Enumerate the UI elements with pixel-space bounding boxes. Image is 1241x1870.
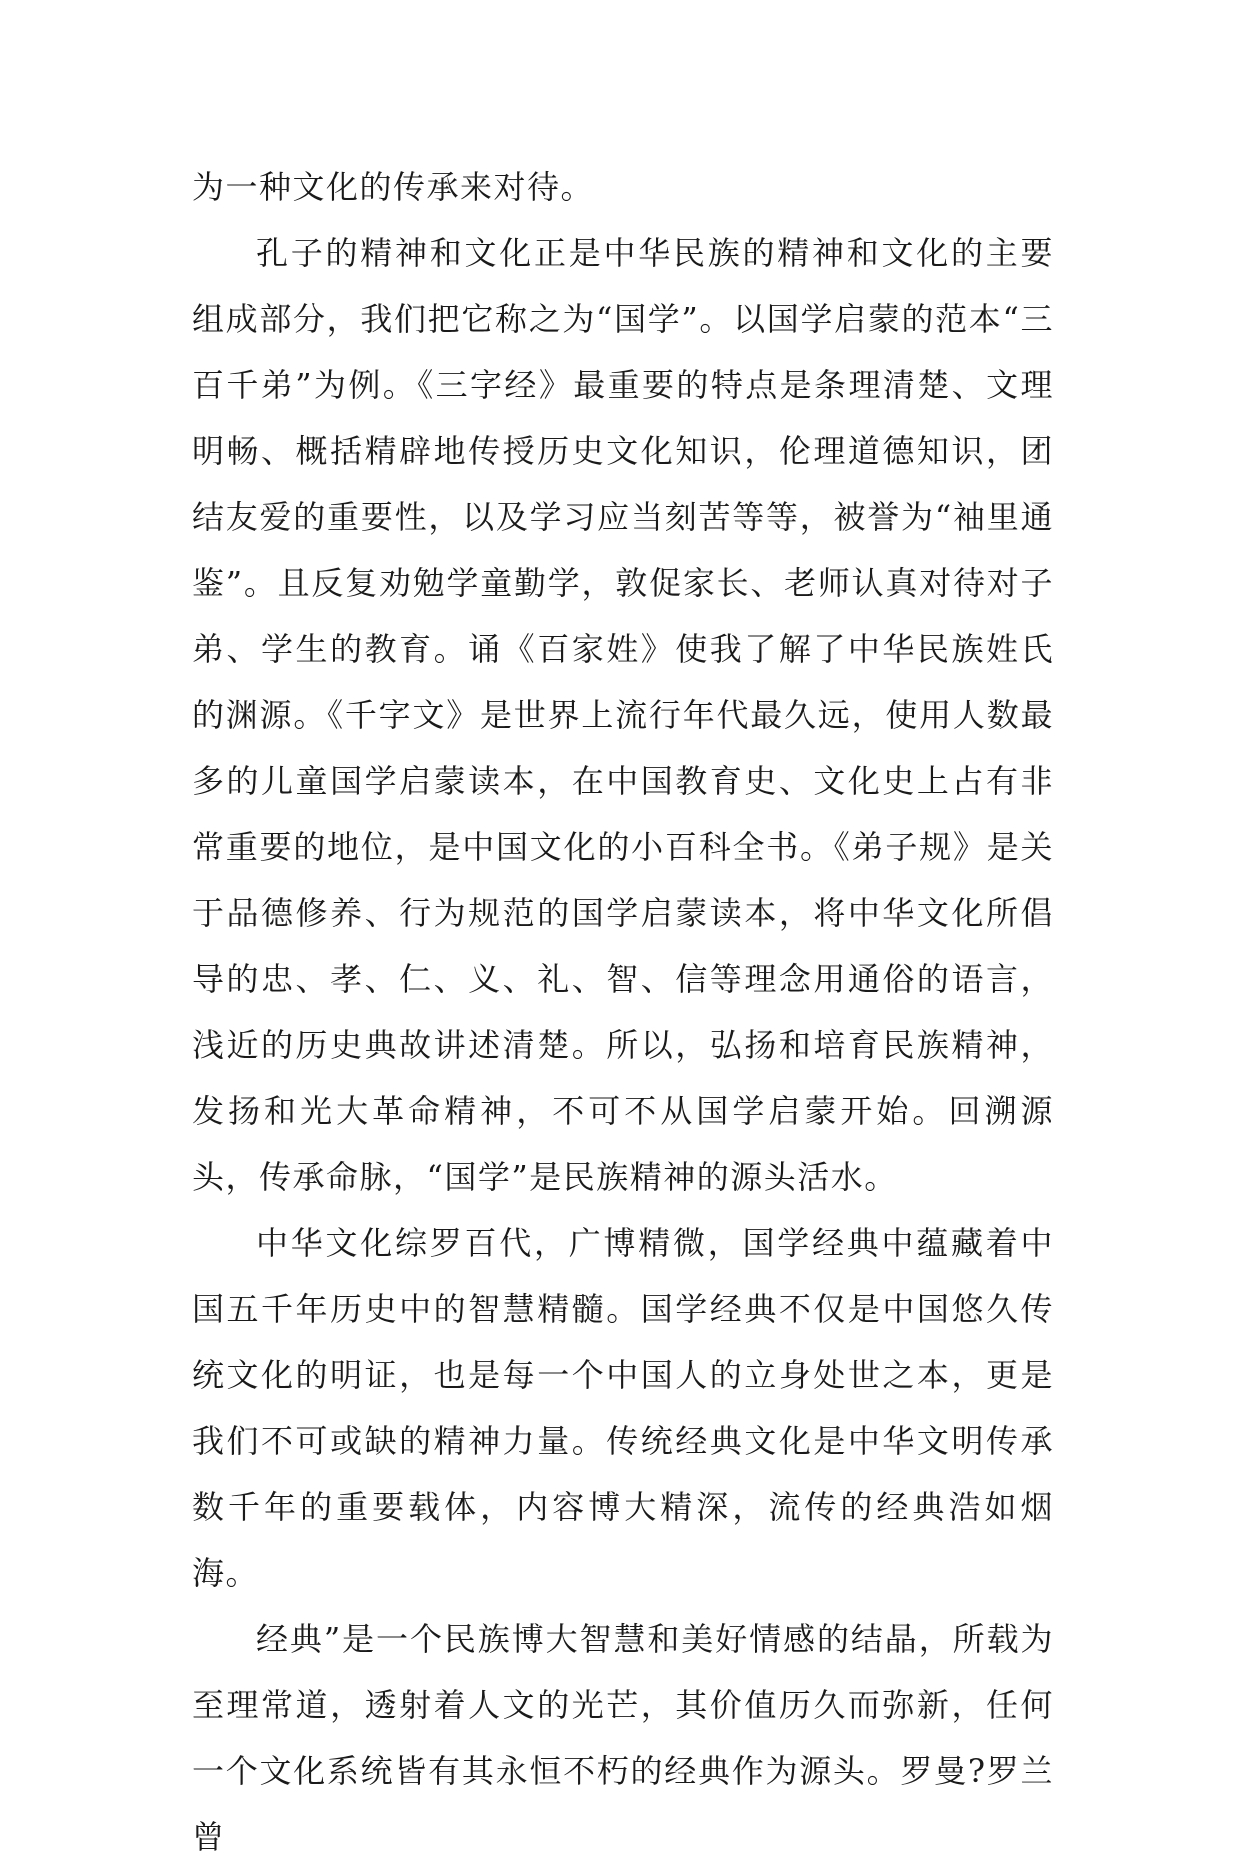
- paragraph-chinese-culture: 中华文化综罗百代，广博精微，国学经典中蕴藏着中国五千年历史中的智慧精髓。国学经典不仅是中国悠久传统文化的明证，也是每一个中国人的立身处世之本，更是我们不可或缺的精神力量。传统经典文化是中华文明传承数千年的重要载体，内容博大精深，流传的经典浩如烟海。: [192, 1224, 1054, 1592]
- paragraph-classics: 经典”是一个民族博大智慧和美好情感的结晶，所载为至理常道，透射着人文的光芒，其价值历久而弥新，任何一个文化系统皆有其永恒不朽的经典作为源头。罗曼?罗兰曾: [192, 1620, 1054, 1856]
- paragraph-confucius-guoxue: 孔子的精神和文化正是中华民族的精神和文化的主要组成部分，我们把它称之为“国学”。以国学启蒙的范本“三百千弟”为例。《三字经》最重要的特点是条理清楚、文理明畅、概括精辟地传授历史文化知识，伦理道德知识，团结友爱的重要性，以及学习应当刻苦等等，被誉为“袖里通鉴”。且反复劝勉学童勤学，敦促家长、老师认真对待对子弟、学生的教育。诵《百家姓》使我了解了中华民族姓氏的渊源。《千字文》是世界上流行年代最久远，使用人数最多的儿童国学启蒙读本，在中国教育史、文化史上占有非常重要的地位，是中国文化的小百科全书。《弟子规》是关于品德修养、行为规范的国学启蒙读本，将中华文化所倡导的忠、孝、仁、义、礼、智、信等理念用通俗的语言，浅近的历史典故讲述清楚。所以，弘扬和培育民族精神，发扬和光大革命精神，不可不从国学启蒙开始。回溯源头，传承命脉，“国学”是民族精神的源头活水。: [192, 234, 1054, 1196]
- document-body: [192, 154, 1054, 1870]
- paragraph-continuation: 为一种文化的传承来对待。: [192, 168, 595, 206]
